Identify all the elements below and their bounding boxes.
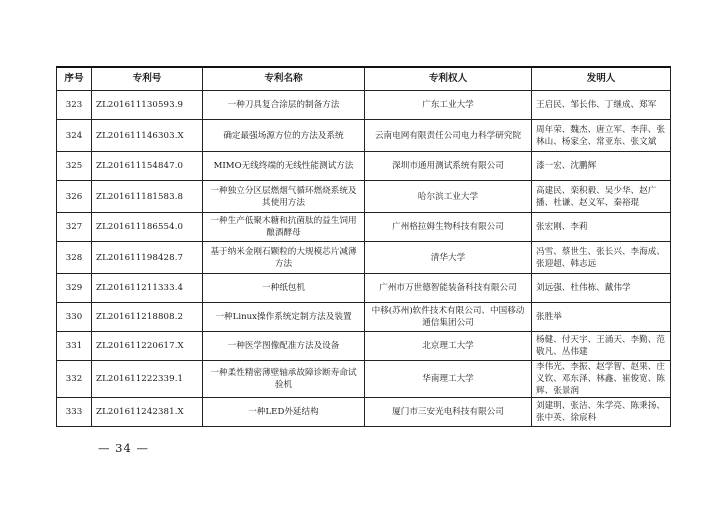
cell-patent-name: 一种医学图像配准方法及设备 <box>203 332 365 361</box>
header-patent-number: 专利号 <box>92 67 203 91</box>
cell-patent-number: ZL201611186554.0 <box>92 213 203 242</box>
cell-seq: 325 <box>57 152 92 181</box>
table-row <box>57 213 671 242</box>
table-row <box>57 120 671 152</box>
table-row <box>57 242 671 274</box>
cell-patent-owner: 云南电网有限责任公司电力科学研究院 <box>365 120 532 152</box>
table-row <box>57 361 671 398</box>
cell-inventors: 杨健、付天宇、王涌天、李勤、范敬凡、丛伟建 <box>532 332 671 361</box>
table-row <box>57 152 671 181</box>
cell-patent-number: ZL201611211333.4 <box>92 274 203 303</box>
cell-patent-number: ZL201611181583.8 <box>92 181 203 213</box>
cell-seq: 328 <box>57 242 92 274</box>
cell-inventors: 张胜举 <box>532 303 671 332</box>
cell-patent-owner: 广州格拉姆生物科技有限公司 <box>365 213 532 242</box>
cell-seq: 323 <box>57 91 92 120</box>
cell-patent-owner: 哈尔滨工业大学 <box>365 181 532 213</box>
table-row <box>57 332 671 361</box>
cell-inventors: 高建民、栾积毅、吴少华、赵广播、杜谦、赵义军、秦裕琨 <box>532 181 671 213</box>
cell-inventors: 张宏刚、李莉 <box>532 213 671 242</box>
cell-patent-number: ZL201611146303.X <box>92 120 203 152</box>
cell-patent-owner: 中移(苏州)软件技术有限公司、中国移动通信集团公司 <box>365 303 532 332</box>
cell-seq: 330 <box>57 303 92 332</box>
cell-patent-name: MIMO无线终端的无线性能测试方法 <box>203 152 365 181</box>
header-patent-name: 专利名称 <box>203 67 365 91</box>
cell-patent-number: ZL201611220617.X <box>92 332 203 361</box>
cell-inventors: 刘远强、杜伟栋、戴伟学 <box>532 274 671 303</box>
table-row <box>57 274 671 303</box>
cell-inventors: 王启民、邹长伟、丁继成、郑军 <box>532 91 671 120</box>
table-row <box>57 91 671 120</box>
cell-patent-owner: 华南理工大学 <box>365 361 532 398</box>
cell-patent-number: ZL201611222339.1 <box>92 361 203 398</box>
cell-patent-owner: 清华大学 <box>365 242 532 274</box>
cell-patent-owner: 厦门市三安光电科技有限公司 <box>365 398 532 427</box>
header-patent-owner: 专利权人 <box>365 67 532 91</box>
cell-patent-owner: 广州市万世德智能装备科技有限公司 <box>365 274 532 303</box>
cell-patent-name: 一种刀具复合涂层的制备方法 <box>203 91 365 120</box>
page-number: — 34 — <box>98 441 149 455</box>
cell-inventors: 李伟光、李振、赵学智、赵果、庄义钦、邓东泽、林鑫、崔俊宽、陈辉、张景润 <box>532 361 671 398</box>
cell-inventors: 刘建明、张洁、朱学亮、陈秉扬、张中英、徐宸科 <box>532 398 671 427</box>
table-header-row <box>57 67 671 91</box>
cell-patent-number: ZL201611242381.X <box>92 398 203 427</box>
cell-patent-name: 一种柔性精密薄壁轴承故障诊断寿命试验机 <box>203 361 365 398</box>
cell-patent-name: 一种独立分区层燃烟气循环燃烧系统及其使用方法 <box>203 181 365 213</box>
cell-patent-name: 一种Linux操作系统定制方法及装置 <box>203 303 365 332</box>
table-row <box>57 303 671 332</box>
patent-table-container <box>56 66 670 427</box>
cell-seq: 324 <box>57 120 92 152</box>
cell-patent-name: 基于纳米金刚石颗粒的大规模芯片减薄方法 <box>203 242 365 274</box>
cell-patent-name: 一种LED外延结构 <box>203 398 365 427</box>
cell-patent-owner: 北京理工大学 <box>365 332 532 361</box>
cell-patent-name: 一种生产低聚木糖和抗菌肽的益生饲用酿酒酵母 <box>203 213 365 242</box>
cell-patent-number: ZL201611198428.7 <box>92 242 203 274</box>
cell-seq: 332 <box>57 361 92 398</box>
cell-patent-owner: 深圳市通用测试系统有限公司 <box>365 152 532 181</box>
cell-inventors: 漆一宏、沈鹏辉 <box>532 152 671 181</box>
table-row <box>57 181 671 213</box>
cell-seq: 327 <box>57 213 92 242</box>
cell-seq: 329 <box>57 274 92 303</box>
cell-patent-name: 一种纸包机 <box>203 274 365 303</box>
cell-patent-name: 确定最强场源方位的方法及系统 <box>203 120 365 152</box>
cell-seq: 326 <box>57 181 92 213</box>
cell-patent-number: ZL201611154847.0 <box>92 152 203 181</box>
header-inventors: 发明人 <box>532 67 671 91</box>
table-row <box>57 398 671 427</box>
cell-inventors: 周年荣、魏杰、唐立军、李萍、张林山、杨家全、常亚东、张文斌 <box>532 120 671 152</box>
cell-patent-number: ZL201611130593.9 <box>92 91 203 120</box>
patent-table <box>56 66 671 427</box>
cell-seq: 331 <box>57 332 92 361</box>
cell-patent-owner: 广东工业大学 <box>365 91 532 120</box>
header-seq: 序号 <box>57 67 92 91</box>
cell-inventors: 冯雪、蔡世生、张长兴、李海成、张迎超、韩志远 <box>532 242 671 274</box>
cell-patent-number: ZL201611218808.2 <box>92 303 203 332</box>
cell-seq: 333 <box>57 398 92 427</box>
